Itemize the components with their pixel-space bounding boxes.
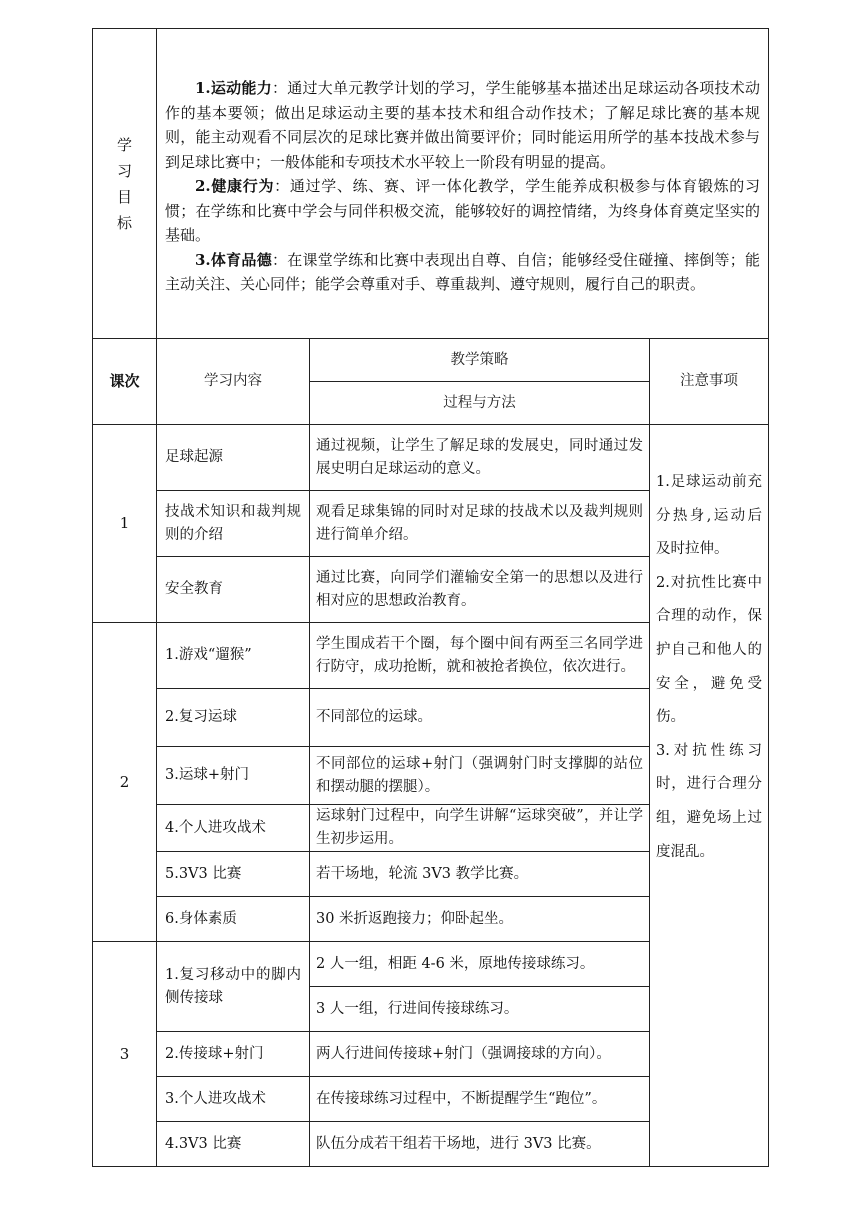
- goal-title: 1.运动能力: [195, 79, 272, 98]
- lesson-content: 安全教育: [157, 557, 310, 623]
- goal-text: ：通过大单元教学计划的学习，学生能够基本描述出足球运动各项技术动作的基本要领；做出足球运动主要的基本技术和组合动作技术；了解足球比赛的基本规则，能主动观看不同层次的足球比赛并做出简要评价；同时能运用所学的基本技战术参与到足球比赛中；一般体能和专项技术水平较上一阶段有明显的提高。: [165, 79, 761, 171]
- lesson-method: 3 人一组，行进间传接球练习。: [310, 987, 650, 1032]
- note-item: 1.足球运动前充分热身,运动后及时拉伸。: [656, 474, 763, 558]
- goals-row: [93, 29, 769, 339]
- lesson-method: 2 人一组，相距 4-6 米，原地传接球练习。: [310, 942, 650, 987]
- lesson-method: 观看足球集锦的同时对足球的技战术以及裁判规则进行简单介绍。: [310, 491, 650, 557]
- lesson-method: 若干场地，轮流 3V3 教学比赛。: [310, 852, 650, 897]
- lesson-method: 不同部位的运球+射门（强调射门时支撑脚的站位和摆动腿的摆腿）。: [310, 747, 650, 805]
- lesson-method: 在传接球练习过程中，不断提醒学生“跑位”。: [310, 1077, 650, 1122]
- note-item: 2.对抗性比赛中合理的动作，保护自己和他人的安全，避免受伤。: [656, 574, 763, 726]
- lesson-content: 3.个人进攻战术: [157, 1077, 310, 1122]
- lesson-method: 两人行进间传接球+射门（强调接球的方向）。: [310, 1032, 650, 1077]
- header-row: [93, 339, 769, 382]
- lesson-method: 队伍分成若干组若干场地，进行 3V3 比赛。: [310, 1122, 650, 1167]
- goals-label: [93, 29, 157, 339]
- lesson-content: 1.游戏“遛猴”: [157, 623, 310, 689]
- goals-label-char: 学: [116, 135, 132, 154]
- goals-label-char: 标: [116, 213, 132, 232]
- lesson-number: 1: [93, 425, 157, 623]
- goal-title: 2.健康行为: [195, 177, 275, 196]
- lesson-content: 3.运球+射门: [157, 747, 310, 805]
- lesson-content: 4.3V3 比赛: [157, 1122, 310, 1167]
- lesson-content: 技战术知识和裁判规则的介绍: [157, 491, 310, 557]
- lesson-content: 2.复习运球: [157, 689, 310, 747]
- header-method: 过程与方法: [310, 382, 650, 425]
- lesson-method: 30 米折返跑接力；仰卧起坐。: [310, 897, 650, 942]
- goal-text: ：在课堂学练和比赛中表现出自尊、自信；能够经受住碰撞、摔倒等；能主动关注、关心同伴；能学会尊重对手、尊重裁判、遵守规则，履行自己的职责。: [165, 250, 761, 294]
- goals-text: [157, 29, 769, 339]
- lesson-number: 3: [93, 942, 157, 1167]
- header-content: 学习内容: [157, 339, 310, 425]
- goal-title: 3.体育品德: [195, 250, 272, 269]
- table-row: [93, 425, 769, 491]
- goal-item-ethics: [165, 248, 760, 297]
- header-strategy: 教学策略: [310, 339, 650, 382]
- lesson-method: 通过视频，让学生了解足球的发展史，同时通过发展史明白足球运动的意义。: [310, 425, 650, 491]
- lesson-content: 4.个人进攻战术: [157, 805, 310, 852]
- lesson-method: 运球射门过程中，向学生讲解“运球突破”，并让学生初步运用。: [310, 805, 650, 852]
- goal-text: ：通过学、练、赛、评一体化教学，学生能养成积极参与体育锻炼的习惯；在学练和比赛中学会与同伴积极交流，能够较好的调控情绪，为终身体育奠定坚实的基础。: [165, 177, 761, 245]
- notes-cell: [650, 425, 769, 1167]
- lesson-content: 2.传接球+射门: [157, 1032, 310, 1077]
- lesson-content: 足球起源: [157, 425, 310, 491]
- lesson-method: 学生围成若干个圈，每个圈中间有两至三名同学进行防守，成功抢断，就和被抢者换位，依次进行。: [310, 623, 650, 689]
- goal-item-motor: [165, 76, 760, 174]
- lesson-content: 5.3V3 比赛: [157, 852, 310, 897]
- goals-label-char: 目: [116, 187, 132, 206]
- goals-label-char: 习: [116, 161, 132, 180]
- lesson-number: 2: [93, 623, 157, 942]
- header-notes: 注意事项: [650, 339, 769, 425]
- lesson-content: 6.身体素质: [157, 897, 310, 942]
- header-lesson: 课次: [93, 339, 157, 425]
- lesson-content: 1.复习移动中的脚内侧传接球: [157, 942, 310, 1032]
- note-item: 3.对抗性练习时，进行合理分组，避免场上过度混乱。: [656, 742, 763, 860]
- lesson-plan-page: [92, 28, 768, 1164]
- lesson-method: 通过比赛，向同学们灌输安全第一的思想以及进行相对应的思想政治教育。: [310, 557, 650, 623]
- goal-item-health: [165, 174, 760, 248]
- lesson-method: 不同部位的运球。: [310, 689, 650, 747]
- lesson-plan-table: [92, 28, 769, 1167]
